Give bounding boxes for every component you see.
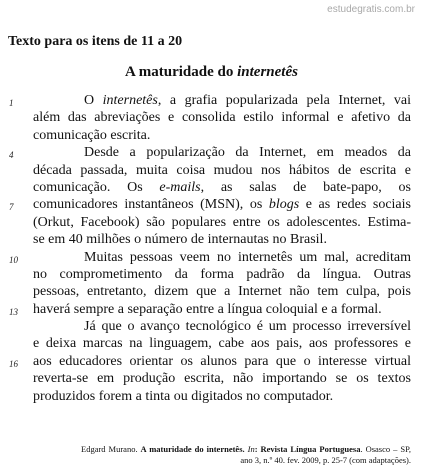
- text-line: [9, 301, 411, 318]
- text-segment: comunicação. Os: [33, 179, 160, 195]
- text-segment: e as redes sociais: [299, 197, 411, 213]
- italic-term: blogs: [268, 197, 300, 213]
- text-segment: além das abreviações e consolida estilo informal e afetivo da: [33, 110, 411, 126]
- italic-term: e-mails: [159, 179, 201, 195]
- text-line: [9, 92, 411, 109]
- text-segment: , as salas de bate-papo, os: [200, 179, 411, 195]
- source-in-prefix: In: [244, 444, 255, 454]
- text-line: [33, 214, 411, 231]
- line-number: 13: [9, 306, 18, 317]
- text-line: [9, 249, 411, 266]
- text-segment: pessoas, entretanto, dizem que a Internet não tem culpa, pois: [33, 284, 411, 300]
- text-segment: O: [84, 93, 103, 108]
- text-line: [33, 388, 411, 405]
- text-segment: e deixa marcas na linguagem, cabe aos pais, aos professores e: [33, 336, 411, 352]
- text-line: [33, 109, 411, 126]
- text-title: [0, 64, 423, 81]
- line-number: 7: [9, 202, 14, 213]
- text-line: [33, 231, 411, 248]
- italic-term: internetês: [102, 93, 158, 108]
- text-segment: se em 40 milhões o número de internautas no Brasil.: [33, 232, 327, 248]
- line-number: 4: [9, 150, 14, 161]
- text-body: [9, 92, 411, 405]
- text-line: [9, 353, 411, 370]
- text-line: [33, 370, 411, 387]
- source-citation: [81, 444, 411, 465]
- text-line: [9, 144, 411, 161]
- source-publication: : Revista Língua Portuguesa: [254, 444, 361, 454]
- text-line: [33, 318, 411, 335]
- text-segment: reverta-se em produção escrita, não importando se os textos: [33, 371, 411, 387]
- source-details: . Osasco – SP, ano 3, n.º 40. fev. 2009, p. 25-7 (com adaptações).: [240, 444, 411, 465]
- line-number: 16: [9, 358, 18, 369]
- text-segment: haverá sempre a separação entre a língua coloquial e a formal.: [33, 301, 382, 317]
- text-segment: no comprometimento da forma padrão da língua. Outras: [33, 266, 411, 282]
- text-segment: Muitas pessoas veem no internetês um mal, acreditam: [84, 249, 411, 265]
- source-title: A maturidade do internetês.: [140, 444, 245, 454]
- text-line: [33, 283, 411, 300]
- section-heading: Texto para os itens de 11 a 20: [8, 34, 183, 49]
- line-number: 1: [9, 98, 14, 108]
- text-segment: Desde a popularização da Internet, em meados da: [84, 145, 411, 161]
- text-segment: produzidos forem a tinta ou digitados no computador.: [33, 388, 334, 404]
- text-segment: década passada, muita coisa mudou nos hábitos de escrita e: [33, 162, 411, 178]
- watermark: estudegratis.com.br: [327, 4, 415, 15]
- text-segment: comunicadores instantâneos (MSN), os: [33, 197, 269, 213]
- text-segment: (Orkut, Facebook) são populares entre os adolescentes. Estima-: [33, 214, 411, 230]
- title-italic: internetês: [237, 64, 298, 80]
- text-line: [33, 127, 411, 144]
- text-line: [33, 266, 411, 283]
- text-line: [33, 179, 411, 196]
- source-author: Edgard Murano.: [81, 444, 141, 454]
- text-segment: , a grafia popularizada pela Internet, vai: [157, 93, 411, 108]
- text-segment: aos educadores orientar os alunos para que o interesse virtual: [33, 353, 411, 369]
- line-number: 10: [9, 254, 18, 265]
- text-segment: comunicação escrita.: [33, 127, 151, 143]
- text-line: [33, 335, 411, 352]
- text-line: [33, 162, 411, 179]
- title-main: A maturidade do: [125, 64, 238, 80]
- text-segment: Já que o avanço tecnológico é um processo irreversível: [84, 319, 411, 335]
- text-line: [9, 196, 411, 213]
